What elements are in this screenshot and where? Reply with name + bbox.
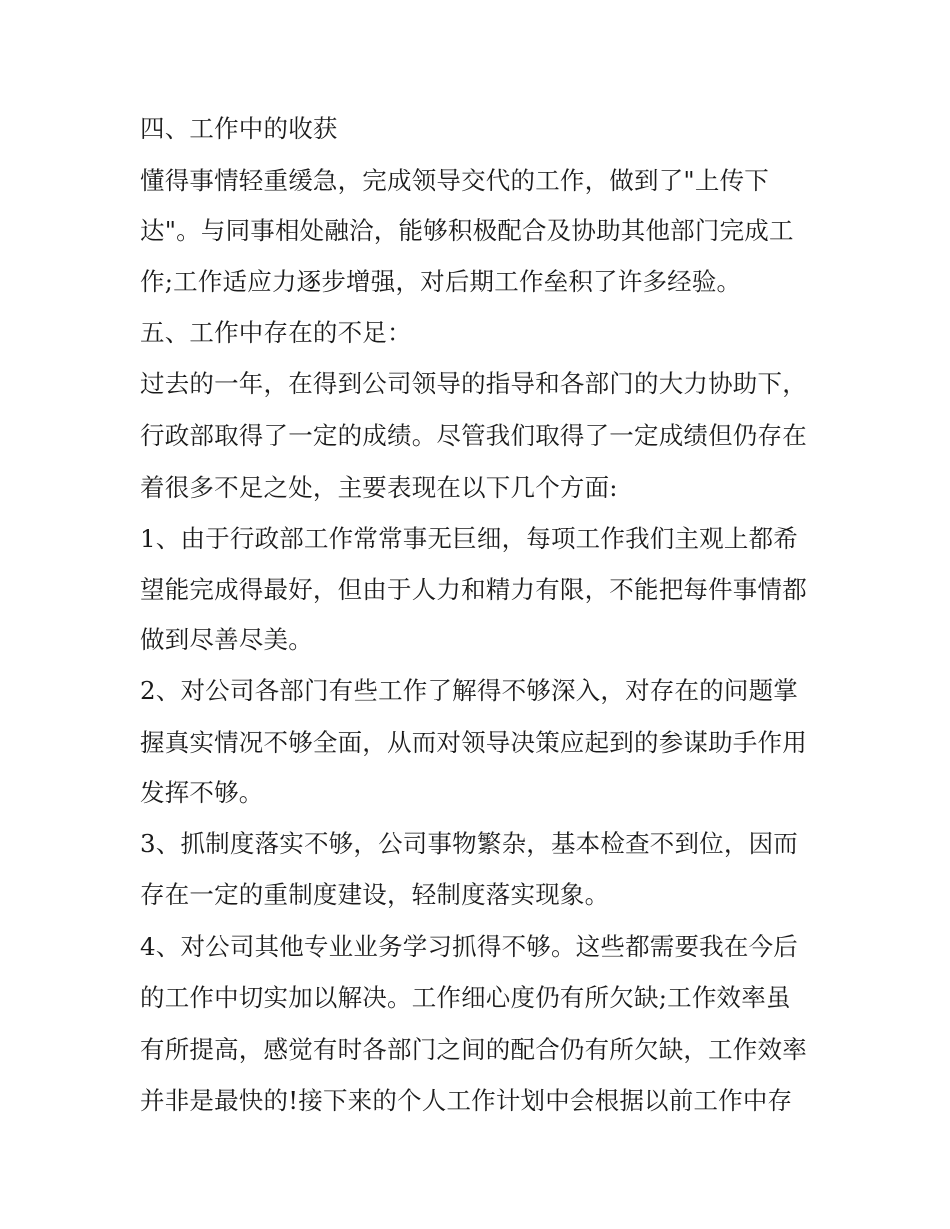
- list-item-4-line: 并非是最快的!接下来的个人工作计划中会根据以前工作中存: [140, 1086, 793, 1115]
- paragraph-line: 着很多不足之处，主要表现在以下几个方面:: [140, 473, 618, 502]
- paragraph-line: 懂得事情轻重缓急，完成领导交代的工作，做到了"上传下: [140, 166, 769, 195]
- list-item-2-line: 握真实情况不够全面，从而对领导决策应起到的参谋助手作用: [140, 728, 807, 757]
- paragraph-line: 达"。与同事相处融洽，能够积极配合及协助其他部门完成工: [140, 216, 794, 245]
- list-item-4-line: 的工作中切实加以解决。工作细心度仍有所欠缺;工作效率虽: [140, 983, 791, 1012]
- section-heading-shortcomings: 五、工作中存在的不足：: [140, 318, 412, 347]
- paragraph-line: 行政部取得了一定的成绩。尽管我们取得了一定成绩但仍存在: [140, 421, 807, 450]
- list-item-2-line: 发挥不够。: [140, 778, 264, 807]
- list-item-4-line: 有所提高，感觉有时各部门之间的配合仍有所欠缺，工作效率: [140, 1035, 807, 1064]
- list-item-1-line: 做到尽善尽美。: [140, 625, 313, 654]
- list-item-1-line: 望能完成得最好，但由于人力和精力有限，不能把每件事情都: [140, 575, 807, 604]
- list-item-1-line: 1、由于行政部工作常常事无巨细，每项工作我们主观上都希: [140, 524, 798, 553]
- list-item-3-line: 存在一定的重制度建设，轻制度落实现象。: [140, 880, 610, 909]
- list-item-4-line: 4、对公司其他专业业务学习抓得不够。这些都需要我在今后: [140, 932, 798, 961]
- section-heading-gains: 四、工作中的收获: [140, 114, 338, 143]
- paragraph-line: 作;工作适应力逐步增强，对后期工作垒积了许多经验。: [140, 267, 742, 296]
- list-item-2-line: 2、对公司各部门有些工作了解得不够深入，对存在的问题掌: [140, 676, 798, 705]
- paragraph-line: 过去的一年，在得到公司领导的指导和各部门的大力协助下，: [140, 369, 807, 398]
- list-item-3-line: 3、抓制度落实不够，公司事物繁杂，基本检查不到位，因而: [140, 829, 798, 858]
